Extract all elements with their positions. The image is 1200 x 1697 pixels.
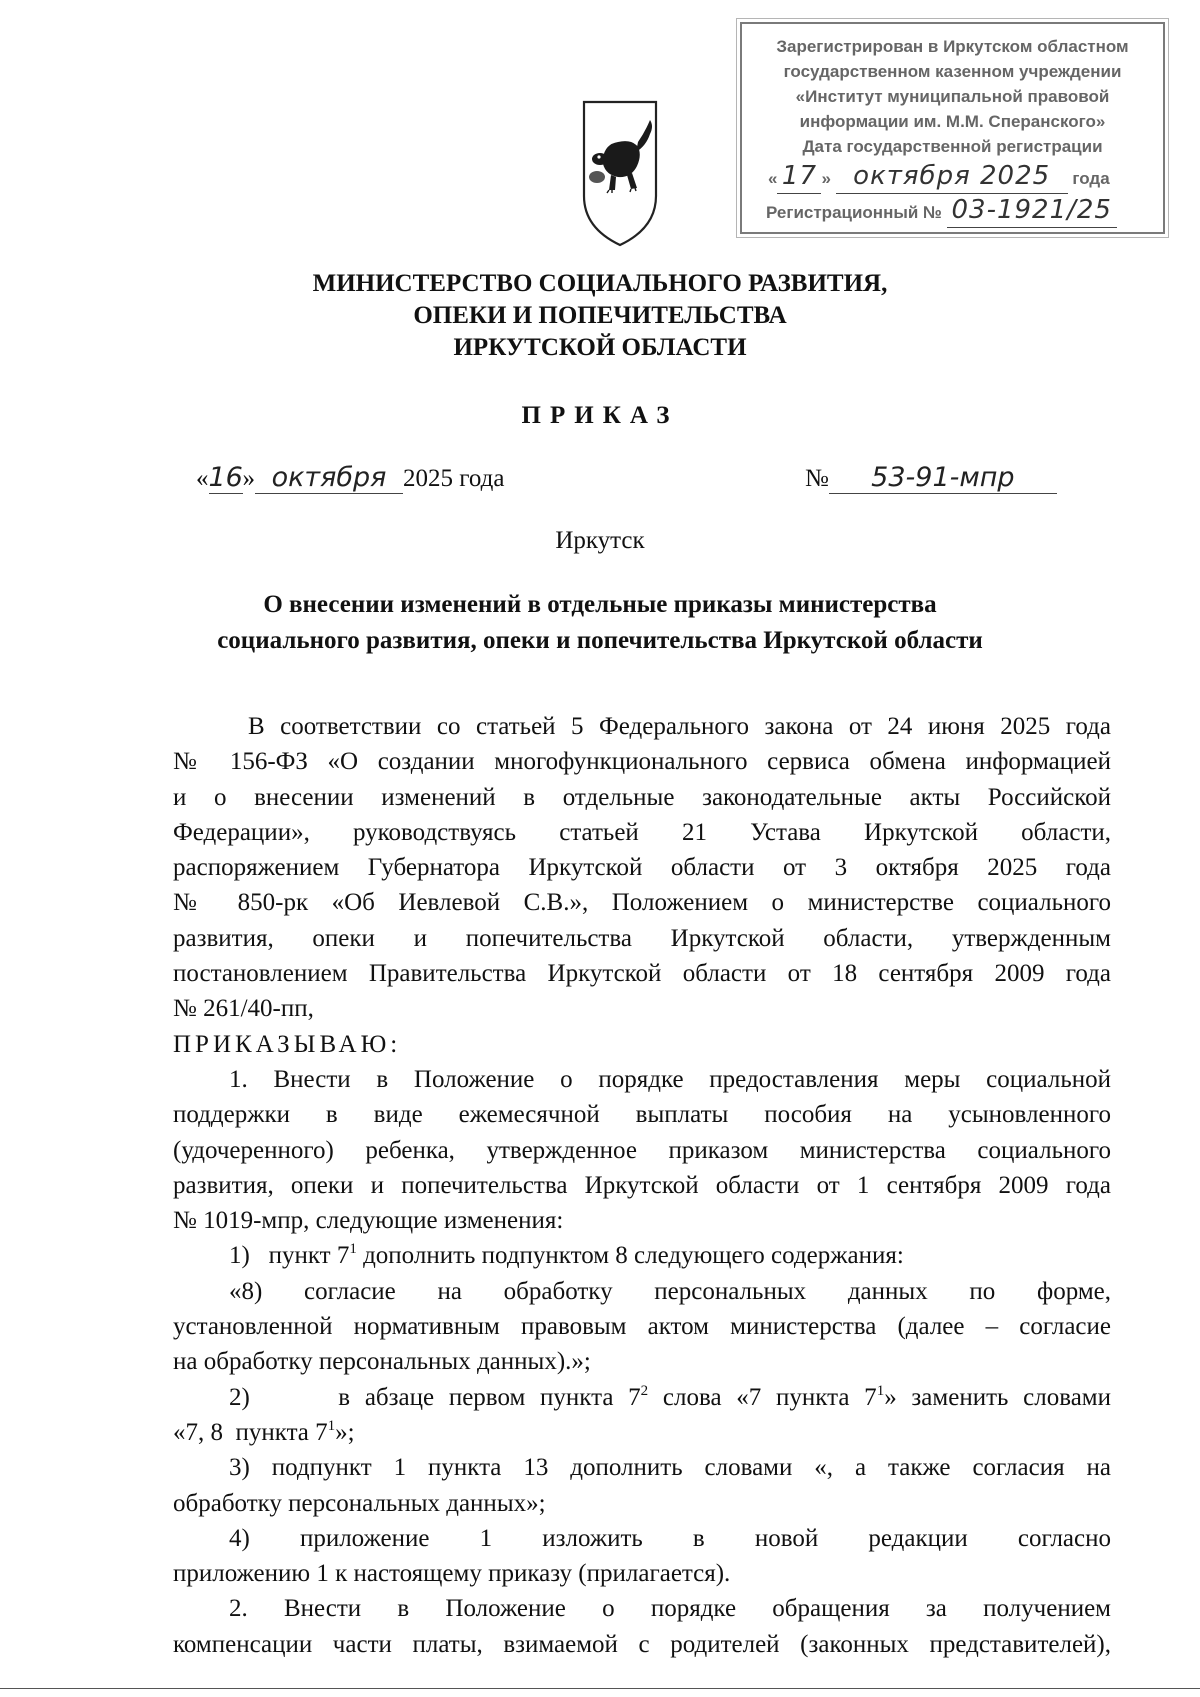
body-line: № 156-ФЗ «О создании многофункционального сервиса обмена информацией <box>173 748 1111 776</box>
stamp-reg-number: 03-1921/25 <box>947 193 1117 228</box>
subitem-2-text: 2) в абзаце первом пункта 7 <box>229 1383 641 1411</box>
stamp-line: информации им. М.М. Сперанского» <box>799 112 1106 131</box>
order-date-day: 16 <box>208 462 243 493</box>
date-quote-close: » <box>242 465 255 492</box>
coat-of-arms-icon <box>580 98 660 248</box>
registration-stamp <box>740 22 1165 234</box>
subitem-1-text: дополнить подпунктом 8 следующего содержания: <box>356 1242 904 1270</box>
subject-line: социального развития, опеки и попечительства Иркутской области <box>217 627 983 654</box>
item-2-line: 2. Внести в Положение о порядке обращения за получением <box>229 1595 1111 1623</box>
ministry-line: ОПЕКИ И ПОПЕЧИТЕЛЬСТВА <box>413 302 787 329</box>
item-1-line: 1. Внести в Положение о порядке предоставления меры социальной <box>229 1065 1111 1093</box>
subitem-1-text: 1) пункт 7 <box>229 1242 350 1270</box>
subject-line: О внесении изменений в отдельные приказы министерства <box>263 591 937 618</box>
subitem-2-cont <box>173 1415 1111 1450</box>
order-subject <box>0 587 1200 659</box>
subitem-2-text: «7, 8 пункта 7 <box>173 1418 328 1446</box>
quote-8-line: установленной нормативным правовым актом министерства (далее – согласие <box>173 1313 1111 1341</box>
quote-8-line: на обработку персональных данных).»; <box>173 1348 591 1376</box>
body-line: № 261/40-пп, <box>173 995 314 1023</box>
stamp-line: «Институт муниципальной правовой <box>795 87 1110 106</box>
stamp-line: Зарегистрирован в Иркутском областном <box>776 37 1129 56</box>
order-word: ПРИКАЗЫВАЮ: <box>173 1030 402 1058</box>
stamp-year-suffix: года <box>1072 169 1110 188</box>
page-bottom-rule <box>0 1688 1200 1689</box>
order-date-month: октября <box>255 462 403 494</box>
stamp-day: 17 <box>777 159 821 194</box>
subitem-3-line: обработку персональных данных»; <box>173 1489 546 1517</box>
stamp-line: Дата государственной регистрации <box>802 137 1103 156</box>
ministry-line: МИНИСТЕРСТВО СОЦИАЛЬНОГО РАЗВИТИЯ, <box>312 270 888 297</box>
stamp-month-year: октября 2025 <box>836 159 1068 194</box>
item-1-line: развития, опеки и попечительства Иркутской области от 1 сентября 2009 года <box>173 1171 1111 1199</box>
body-line: развития, опеки и попечительства Иркутской области, утвержденным <box>173 924 1111 952</box>
item-2-line: компенсации части платы, взимаемой с родителей (законных представителей), <box>173 1630 1111 1658</box>
subitem-2-text: слова «7 пункта 7 <box>648 1383 877 1411</box>
body-line: Федерации», руководствуясь статьей 21 Устава Иркутской области, <box>173 818 1111 846</box>
item-1-line: (удочеренного) ребенка, утвержденное приказом министерства социального <box>173 1136 1111 1164</box>
order-number <box>805 462 1057 494</box>
body-line: распоряжением Губернатора Иркутской области от 3 октября 2025 года <box>173 854 1111 882</box>
order-number-value: 53-91-мпр <box>829 462 1057 494</box>
order-body <box>173 709 1111 1662</box>
order-date <box>196 462 504 494</box>
stamp-date-row <box>742 159 1163 193</box>
superscript: 2 <box>640 1382 649 1399</box>
subitem-2-text: »; <box>335 1418 355 1446</box>
body-line: № 850-рк «Об Иевлевой С.В.», Положением о министерстве социального <box>173 889 1111 917</box>
ministry-line: ИРКУТСКОЙ ОБЛАСТИ <box>453 334 747 361</box>
body-line: постановлением Правительства Иркутской области от 18 сентября 2009 года <box>173 960 1111 988</box>
city: Иркутск <box>555 527 645 554</box>
subitem-4-line: 4) приложение 1 изложить в новой редакции согласно <box>229 1524 1111 1552</box>
subitem-3-line: 3) подпункт 1 пункта 13 дополнить словами «, а также согласия на <box>229 1454 1111 1482</box>
date-quote-open: « <box>196 465 209 492</box>
order-date-year: 2025 года <box>403 465 505 492</box>
item-1-line: № 1019-мпр, следующие изменения: <box>173 1207 564 1235</box>
superscript: 1 <box>349 1241 357 1258</box>
subitem-1 <box>173 1238 1111 1273</box>
superscript: 1 <box>876 1382 885 1399</box>
stamp-quote-open: « <box>768 169 778 188</box>
subitem-2-text: » заменить словами <box>884 1383 1111 1411</box>
body-line: В соответствии со статьей 5 Федерального закона от 24 июня 2025 года <box>248 713 1111 740</box>
order-title: ПРИКАЗ <box>521 402 679 429</box>
stamp-reg-row <box>742 193 1163 227</box>
superscript: 1 <box>327 1417 336 1434</box>
subitem-4-line: приложению 1 к настоящему приказу (прилагается). <box>173 1560 731 1588</box>
stamp-quote-close: » <box>821 169 831 188</box>
quote-8-line: «8) согласие на обработку персональных данных по форме, <box>229 1277 1111 1305</box>
subitem-2 <box>173 1380 1111 1415</box>
stamp-line: государственном казенном учреждении <box>783 62 1122 81</box>
order-number-prefix: № <box>805 465 829 492</box>
ministry-name <box>0 268 1200 364</box>
item-1-line: поддержки в виде ежемесячной выплаты пособия на усыновленного <box>173 1101 1111 1129</box>
body-line: и о внесении изменений в отдельные законодательные акты Российской <box>173 783 1111 811</box>
stamp-reg-label: Регистрационный № <box>766 203 942 222</box>
